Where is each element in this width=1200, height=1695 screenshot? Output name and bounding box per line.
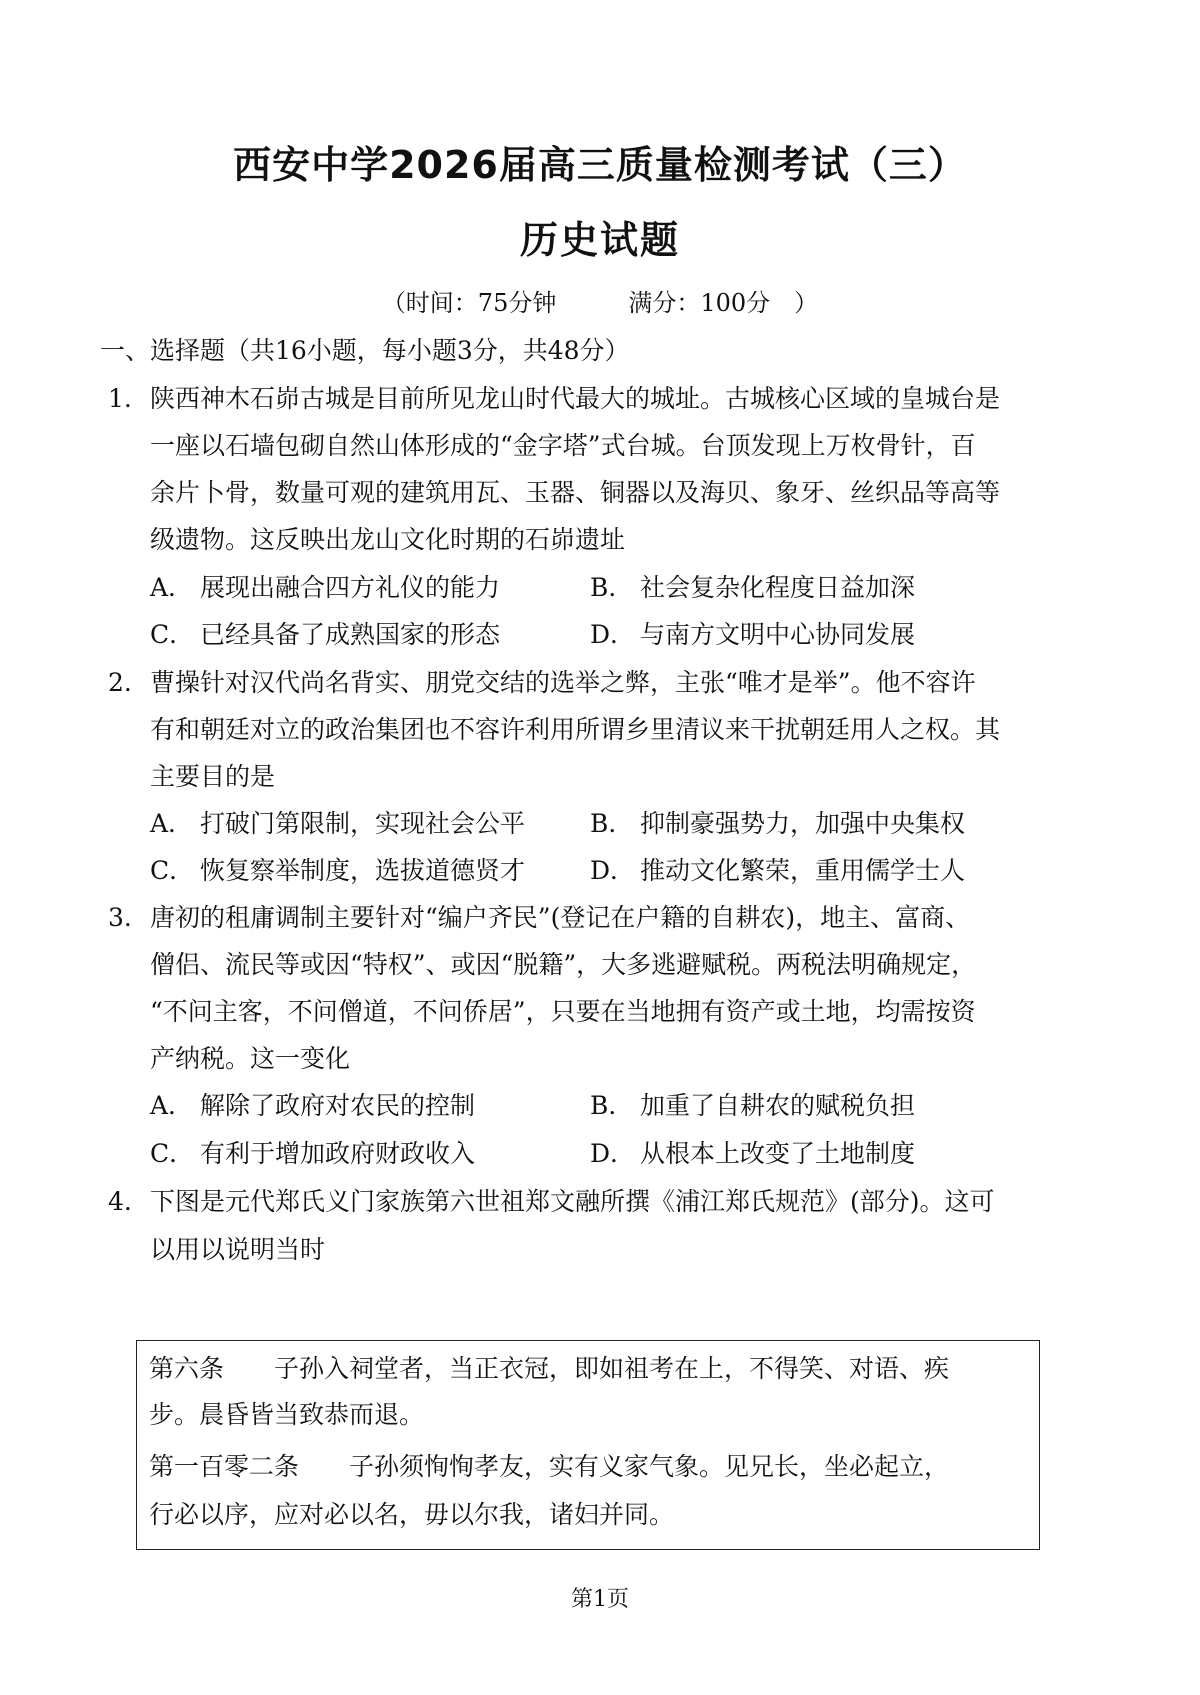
question-line: 一座以石墙包砌自然山体形成的“金字塔”式台城。台顶发现上万枚骨针，百	[150, 431, 976, 460]
question-line: 曹操针对汉代尚名背实、朋党交结的选举之弊，主张“唯才是举”。他不容许	[150, 668, 976, 697]
option-c: C． 有利于增加政府财政收入	[150, 1139, 476, 1168]
question-line: 主要目的是	[150, 762, 276, 791]
time-info: （时间：75分钟	[381, 289, 557, 317]
question-line: “不问主客，不问僧道，不问侨居”，只要在当地拥有资产或土地，均需按资	[150, 997, 976, 1026]
question-line: 级遗物。这反映出龙山文化时期的石峁遗址	[150, 525, 626, 554]
option-c: C． 已经具备了成熟国家的形态	[150, 620, 501, 649]
question-number: 1.	[108, 384, 132, 413]
option-a: A． 解除了政府对农民的控制	[150, 1091, 476, 1120]
question-line: 唐初的租庸调制主要针对“编户齐民”(登记在户籍的自耕农)，地主、富商、	[150, 903, 971, 932]
section-title: 一、选择题（共16小题，每小题3分，共48分）	[100, 336, 630, 365]
exam-meta	[0, 285, 1200, 321]
option-d: D． 推动文化繁荣，重用儒学士人	[590, 856, 966, 885]
option-d: D． 从根本上改变了土地制度	[590, 1139, 916, 1168]
exam-title: 西安中学2026届高三质量检测考试（三）	[233, 143, 967, 187]
excerpt-line: 第六条 子孙入祠堂者，当正衣冠，即如祖考在上，不得笑、对语、疾	[149, 1354, 950, 1383]
question-line: 产纳税。这一变化	[150, 1044, 351, 1073]
question-number: 2.	[108, 668, 132, 697]
question-number: 3.	[108, 903, 132, 932]
option-b: B． 社会复杂化程度日益加深	[590, 573, 916, 602]
option-c: C． 恢复察举制度，选拔道德贤才	[150, 856, 526, 885]
question-line: 有和朝廷对立的政治集团也不容许利用所谓乡里清议来干扰朝廷用人之权。其	[150, 715, 1001, 744]
excerpt-line: 第一百零二条 子孙须恂恂孝友，实有义家气象。见兄长，坐必起立，	[149, 1452, 950, 1481]
question-number: 4.	[108, 1187, 132, 1216]
option-a: A． 打破门第限制，实现社会公平	[150, 809, 526, 838]
option-a: A． 展现出融合四方礼仪的能力	[150, 573, 501, 602]
question-line: 余片卜骨，数量可观的建筑用瓦、玉器、铜器以及海贝、象牙、丝织品等高等	[150, 478, 1001, 507]
question-line: 下图是元代郑氏义门家族第六世祖郑文融所撰《浦江郑氏规范》(部分)。这可	[150, 1187, 995, 1216]
option-d: D． 与南方文明中心协同发展	[590, 620, 916, 649]
page-number: 第1页	[571, 1587, 629, 1612]
excerpt-box	[136, 1340, 1040, 1550]
option-b: B． 加重了自耕农的赋税负担	[590, 1091, 916, 1120]
excerpt-line: 行必以序，应对必以名，毋以尔我，诸妇并同。	[149, 1500, 675, 1529]
option-b: B． 抑制豪强势力，加强中央集权	[590, 809, 966, 838]
question-line: 僧侣、流民等或因“特权”、或因“脱籍”，大多逃避赋税。两税法明确规定，	[150, 950, 977, 979]
question-line: 陕西神木石峁古城是目前所见龙山时代最大的城址。古城核心区域的皇城台是	[150, 384, 1001, 413]
excerpt-line: 步。晨昏皆当致恭而退。	[149, 1400, 425, 1429]
score-info: 满分：100分 ）	[628, 289, 819, 317]
question-line: 以用以说明当时	[150, 1235, 326, 1264]
exam-subtitle: 历史试题	[519, 218, 680, 262]
